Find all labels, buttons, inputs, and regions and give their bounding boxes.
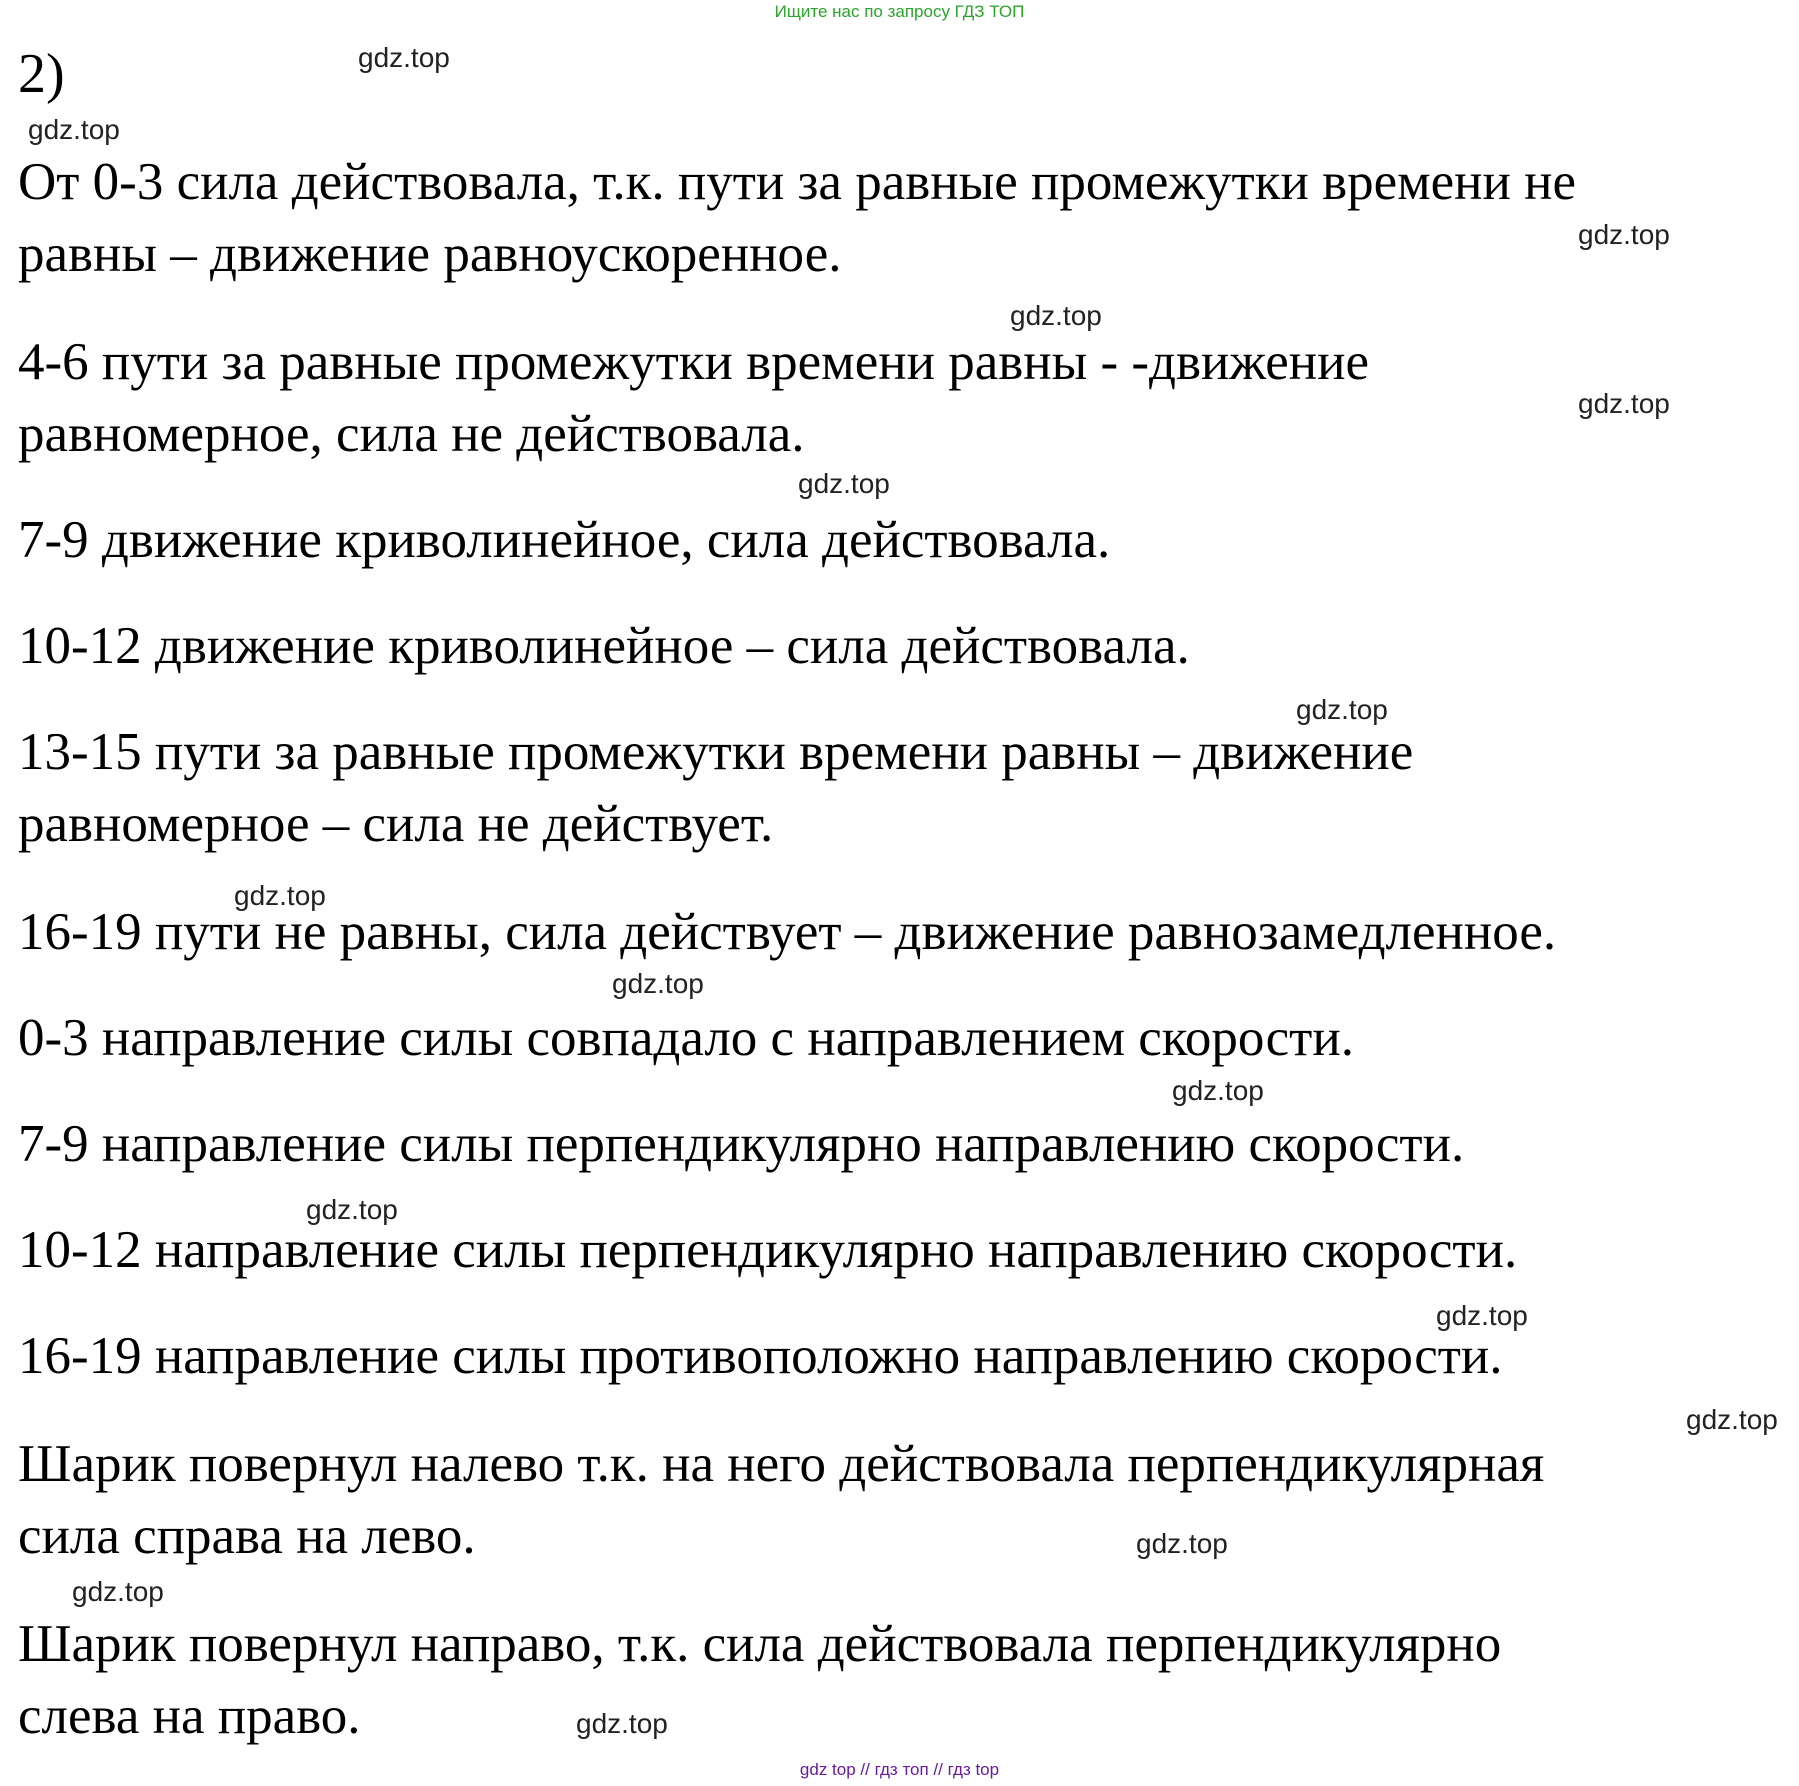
answer-line: Шарик повернул налево т.к. на него действовала перпендикулярная xyxy=(18,1435,1545,1493)
watermark: gdz.top xyxy=(1436,1300,1528,1331)
answer-line: 16-19 направление силы противоположно направлению скорости. xyxy=(18,1327,1503,1385)
watermark: gdz.top xyxy=(1010,300,1102,331)
answer-line: равны – движение равноускоренное. xyxy=(18,225,842,283)
watermark: gdz.top xyxy=(234,880,326,911)
answer-line: сила справа на лево. xyxy=(18,1507,476,1565)
task-number: 2) xyxy=(18,43,65,105)
watermark: gdz.top xyxy=(1172,1075,1264,1106)
answer-line: равномерное, сила не действовала. xyxy=(18,405,805,463)
answer-line: 10-12 движение криволинейное – сила действовала. xyxy=(18,617,1190,675)
watermark: gdz.top xyxy=(1136,1528,1228,1559)
watermark: gdz.top xyxy=(358,42,450,73)
answer-line: Шарик повернул направо, т.к. сила действовала перпендикулярно xyxy=(18,1615,1502,1673)
answer-line: равномерное – сила не действует. xyxy=(18,795,774,853)
watermark: gdz.top xyxy=(798,468,890,499)
watermark: gdz.top xyxy=(1578,388,1670,419)
top-banner: Ищите нас по запросу ГДЗ ТОП xyxy=(774,2,1025,21)
watermark: gdz.top xyxy=(612,968,704,999)
answer-line: слева на право. xyxy=(18,1687,361,1745)
answer-line: 4-6 пути за равные промежутки времени равны - -движение xyxy=(18,333,1370,391)
answer-line: 16-19 пути не равны, сила действует – движение равнозамедленное. xyxy=(18,903,1557,961)
answer-line: 13-15 пути за равные промежутки времени равны – движение xyxy=(18,723,1414,781)
watermark: gdz.top xyxy=(1578,219,1670,250)
answer-line: От 0-3 сила действовала, т.к. пути за равные промежутки времени не xyxy=(18,153,1577,211)
watermark: gdz.top xyxy=(576,1708,668,1739)
answer-line: 7-9 движение криволинейное, сила действовала. xyxy=(18,511,1111,569)
watermark: gdz.top xyxy=(1686,1404,1778,1435)
watermark: gdz.top xyxy=(72,1576,164,1607)
footer-links: gdz top // гдз топ // гдз top xyxy=(799,1760,1000,1779)
watermark: gdz.top xyxy=(28,114,120,145)
answer-line: 0-3 направление силы совпадало с направлением скорости. xyxy=(18,1009,1354,1067)
watermark: gdz.top xyxy=(1296,694,1388,725)
answer-line: 7-9 направление силы перпендикулярно направлению скорости. xyxy=(18,1115,1465,1173)
watermark: gdz.top xyxy=(306,1194,398,1225)
answer-line: 10-12 направление силы перпендикулярно направлению скорости. xyxy=(18,1221,1518,1279)
